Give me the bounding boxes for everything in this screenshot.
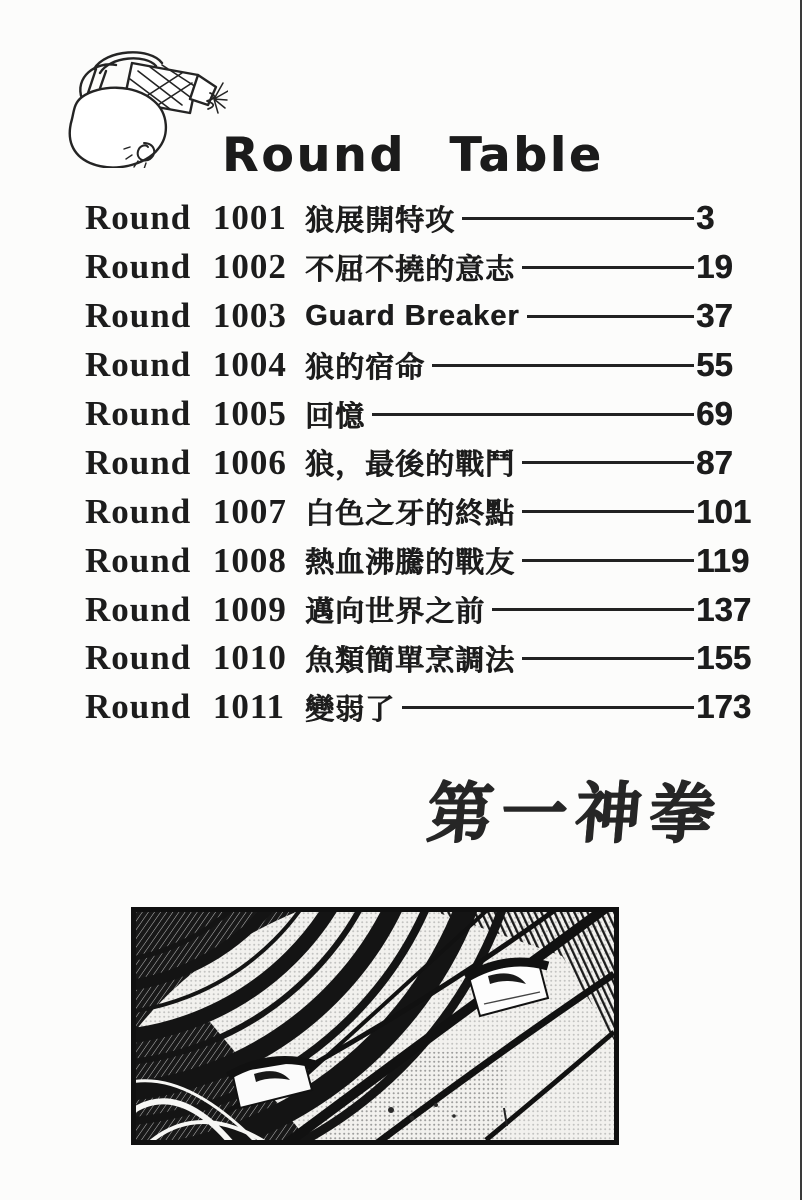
toc-row bbox=[85, 438, 748, 487]
page-number: 137 bbox=[696, 590, 752, 628]
round-number: Round 1001 bbox=[85, 198, 287, 238]
toc-row bbox=[85, 194, 748, 243]
page-number: 173 bbox=[696, 688, 752, 726]
series-logo: 第一神拳 bbox=[423, 775, 727, 852]
toc-row bbox=[85, 487, 752, 536]
leader-line bbox=[522, 266, 694, 269]
chapter-title: 白色之牙的終點 bbox=[305, 498, 516, 531]
round-number: Round 1009 bbox=[85, 589, 287, 629]
page-number: 37 bbox=[696, 297, 733, 335]
toc-row bbox=[85, 341, 748, 390]
page-number: 119 bbox=[696, 541, 750, 579]
toc-row bbox=[85, 536, 748, 585]
chapter-title: 狼，最後的戰鬥 bbox=[305, 449, 516, 482]
leader-line bbox=[522, 461, 694, 464]
page-number: 3 bbox=[696, 199, 715, 237]
round-number: Round 1003 bbox=[85, 296, 287, 336]
chapter-title: 變弱了 bbox=[305, 693, 396, 726]
chapter-title: 狼的宿命 bbox=[305, 351, 426, 384]
toc-row bbox=[85, 634, 752, 683]
round-number: Round 1008 bbox=[85, 540, 287, 580]
chapter-title: 邁向世界之前 bbox=[305, 596, 486, 629]
round-number: Round 1006 bbox=[85, 442, 287, 482]
chapter-title: 不屈不撓的意志 bbox=[305, 253, 516, 286]
page-title: Round Table bbox=[222, 128, 604, 183]
boxing-gloves-icon bbox=[58, 46, 228, 168]
chapter-title: 狼展開特攻 bbox=[305, 204, 456, 237]
toc-row bbox=[85, 292, 748, 341]
leader-line bbox=[432, 364, 694, 367]
chapter-title: 魚類簡單烹調法 bbox=[305, 644, 516, 677]
leader-line bbox=[527, 315, 695, 318]
leader-line bbox=[402, 706, 694, 709]
chapter-title: 回憶 bbox=[305, 400, 366, 433]
toc-row bbox=[85, 683, 752, 732]
round-number: Round 1004 bbox=[85, 345, 287, 385]
page-number: 101 bbox=[696, 492, 752, 530]
toc-row bbox=[85, 243, 748, 292]
round-number: Round 1010 bbox=[85, 638, 287, 678]
toc-row bbox=[85, 585, 752, 634]
table-of-contents bbox=[85, 194, 752, 732]
leader-line bbox=[462, 217, 694, 220]
chapter-title: Guard Breaker bbox=[305, 299, 520, 332]
leader-line bbox=[522, 657, 694, 660]
leader-line bbox=[372, 413, 694, 416]
leader-line bbox=[522, 559, 694, 562]
toc-row bbox=[85, 390, 748, 439]
page-number: 55 bbox=[696, 346, 733, 384]
round-number: Round 1011 bbox=[85, 687, 285, 727]
round-number: Round 1002 bbox=[85, 247, 287, 287]
page-number: 19 bbox=[696, 248, 733, 286]
leader-line bbox=[522, 510, 694, 513]
chapter-title: 熱血沸騰的戰友 bbox=[305, 547, 516, 580]
page-number: 155 bbox=[696, 639, 752, 677]
manga-eyes-closeup-panel bbox=[131, 907, 619, 1145]
page-number: 87 bbox=[696, 443, 733, 481]
manga-panel-art bbox=[136, 912, 614, 1140]
round-number: Round 1007 bbox=[85, 491, 287, 531]
round-number: Round 1005 bbox=[85, 394, 287, 433]
page-number: 69 bbox=[696, 395, 733, 432]
leader-line bbox=[492, 608, 694, 611]
